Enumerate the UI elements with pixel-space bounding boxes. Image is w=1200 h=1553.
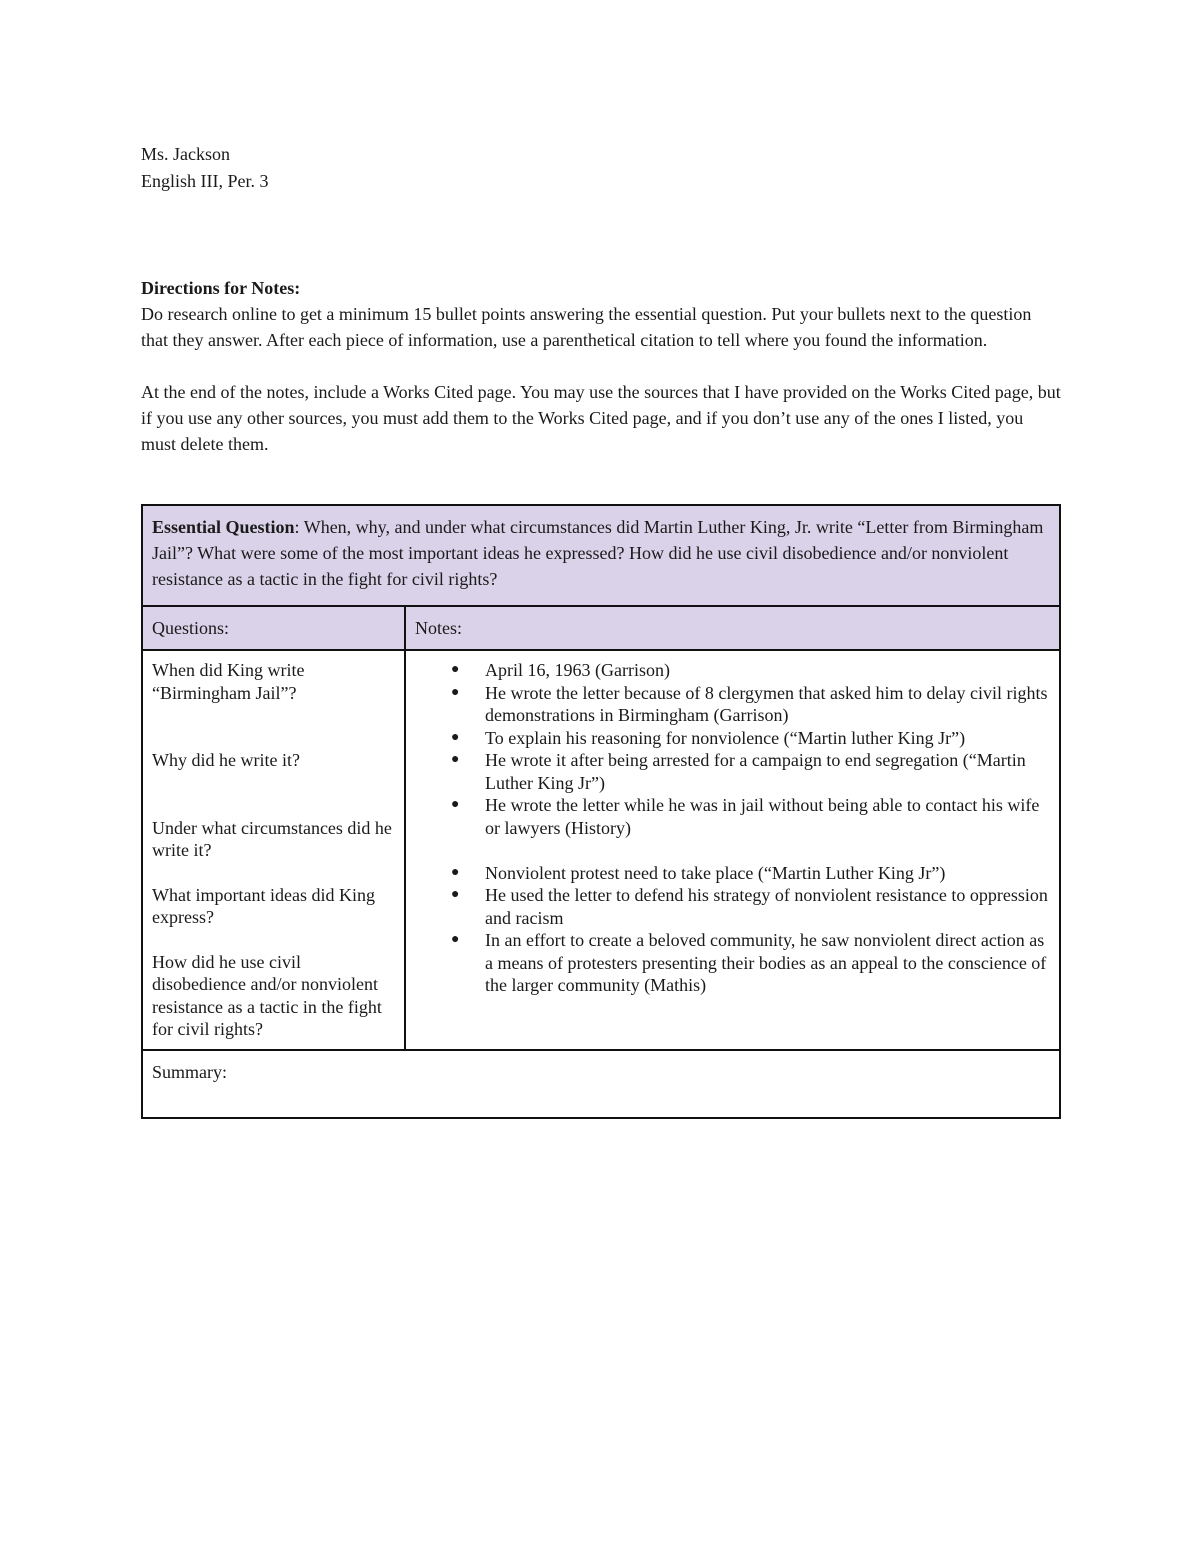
bullet-icon: ● <box>451 752 460 767</box>
notes-cell <box>405 650 1060 1050</box>
note-item <box>415 862 1050 885</box>
note-text: In an effort to create a beloved community, he saw nonviolent direct action as a means of protesters presenting their bodies as an appeal to the conscience of the larger community (Mathis) <box>485 930 1047 995</box>
note-item <box>415 884 1050 929</box>
note-item <box>415 749 1050 794</box>
note-text: He wrote it after being arrested for a campaign to end segregation (“Martin Luther King Jr”) <box>485 750 1026 793</box>
directions-heading: Directions for Notes: <box>141 278 301 298</box>
question-item: Under what circumstances did he write it? <box>152 817 392 860</box>
question-item: What important ideas did King express? <box>152 884 375 927</box>
essential-question-row <box>142 505 1060 606</box>
question-item: When did King write “Birmingham Jail”? <box>152 660 305 703</box>
note-text: To explain his reasoning for nonviolence (“Martin luther King Jr”) <box>485 727 966 748</box>
note-text: He wrote the letter while he was in jail without being able to contact his wife or lawyers (History) <box>485 795 1040 838</box>
bullet-icon: ● <box>451 932 460 947</box>
essential-question-label: Essential Question <box>152 517 295 537</box>
bullet-icon: ● <box>451 797 460 812</box>
note-item <box>415 929 1050 997</box>
question-item: How did he use civil disobedience and/or nonviolent resistance as a tactic in the fight for civil rights? <box>152 951 382 1039</box>
bullet-icon: ● <box>451 887 460 902</box>
column-header-row <box>142 606 1060 650</box>
note-text: He used the letter to defend his strategy of nonviolent resistance to oppression and racism <box>485 885 1048 928</box>
note-item <box>415 682 1050 727</box>
teacher-name: Ms. Jackson <box>141 144 230 164</box>
summary-row <box>142 1050 1060 1118</box>
note-text: April 16, 1963 (Garrison) <box>485 660 670 680</box>
notes-list-1 <box>415 659 1050 839</box>
directions-paragraph-2: At the end of the notes, include a Works Cited page. You may use the sources that I have provided on the Works Cited page, but if you use any other sources, you must add them to the Works Cited page, and if you don’t use any of the ones I listed, you must delete them. <box>141 382 1061 454</box>
note-item <box>415 727 1050 750</box>
note-item <box>415 659 1050 682</box>
summary-cell: Summary: <box>142 1050 1060 1118</box>
questions-header: Questions: <box>142 606 405 650</box>
class-period: English III, Per. 3 <box>141 171 269 191</box>
essential-question-cell <box>142 505 1060 606</box>
note-item <box>415 794 1050 839</box>
notes-header: Notes: <box>405 606 1060 650</box>
directions-paragraph-1: Do research online to get a minimum 15 bullet points answering the essential question. Put your bullets next to the question that they answer. After each piece of information, use a parenthetical citation to tell where you found the information. <box>141 304 1032 350</box>
document-page <box>141 141 1061 457</box>
content-row <box>142 650 1060 1050</box>
notes-table <box>141 504 1061 1119</box>
question-item: Why did he write it? <box>152 750 300 770</box>
questions-cell <box>142 650 405 1050</box>
bullet-icon: ● <box>451 684 460 700</box>
essential-question-text: : When, why, and under what circumstances did Martin Luther King, Jr. write “Letter from Birmingham Jail”? What were some of the most important ideas he expressed? How did he use civil disobedience and/or nonviolent resistance as a tactic in the fight for civil rights? <box>152 517 1044 589</box>
note-text: Nonviolent protest need to take place (“Martin Luther King Jr”) <box>485 862 946 883</box>
bullet-icon: ● <box>451 729 460 745</box>
bullet-icon: ● <box>451 662 460 677</box>
bullet-icon: ● <box>451 864 460 880</box>
notes-list-2 <box>415 862 1050 997</box>
note-text: He wrote the letter because of 8 clergymen that asked him to delay civil rights demonstrations in Birmingham (Garrison) <box>485 682 1048 725</box>
